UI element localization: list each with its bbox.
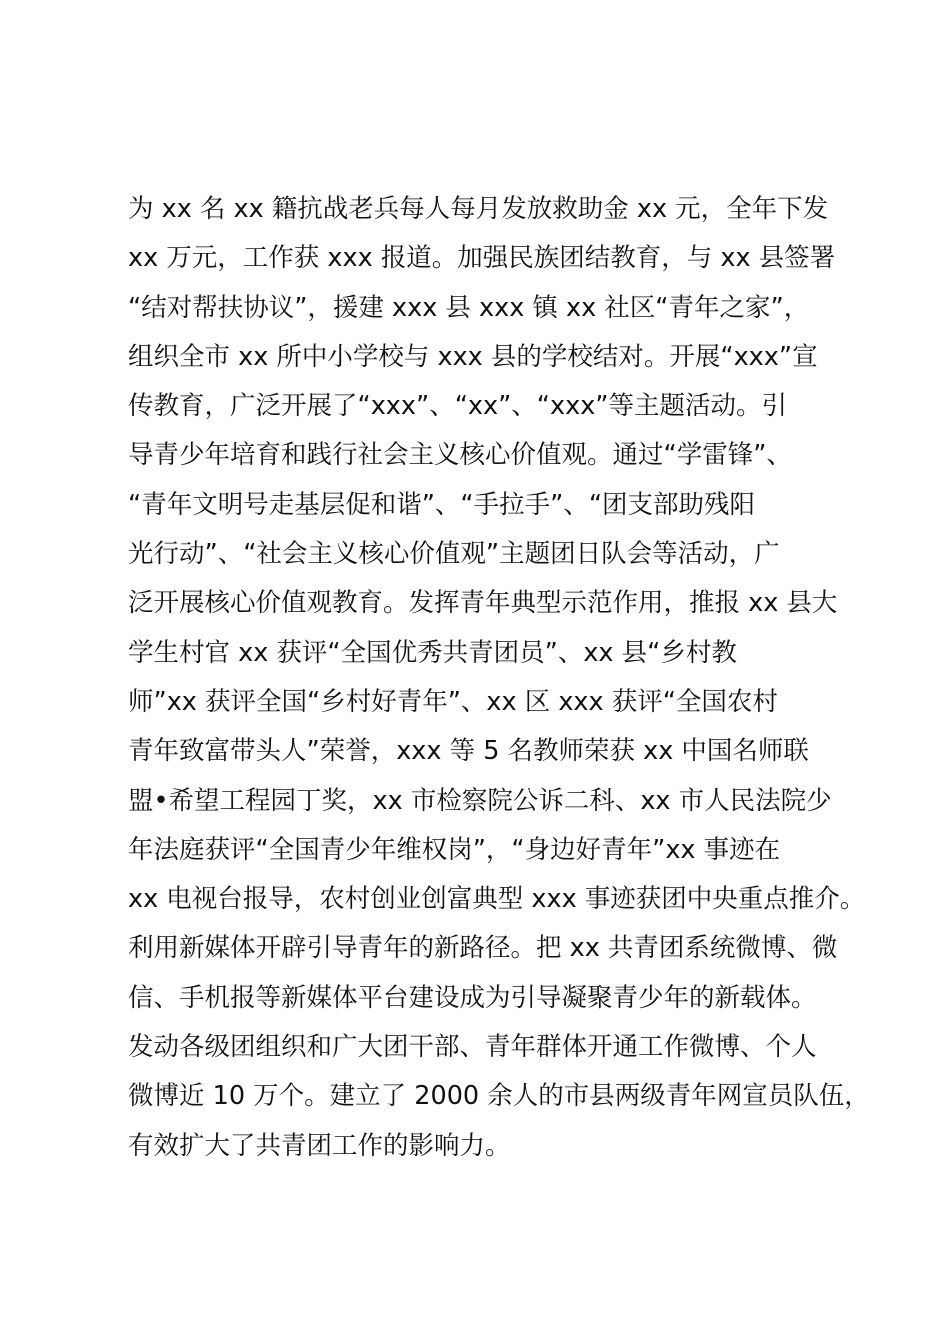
paragraph-line: “青年文明号走基层促和谐”、“手拉手”、“团支部助残阳 <box>128 489 756 520</box>
paragraph-line: 导青少年培育和践行社会主义核心价值观。通过“学雷锋”、 <box>128 440 792 471</box>
body-paragraph <box>128 185 868 1171</box>
paragraph-line: 有效扩大了共青团工作的影响力。 <box>128 1130 511 1161</box>
paragraph-line: 微博近 10 万个。建立了 2000 余人的市县两级青年网宣员队伍， <box>128 1081 870 1112</box>
paragraph-line: 利用新媒体开辟引导青年的新路径。把 xx 共青团系统微博、微 <box>128 933 838 964</box>
paragraph-line: 学生村官 xx 获评“全国优秀共青团员”、xx 县“乡村教 <box>128 637 737 668</box>
paragraph-line: xx 电视台报导，农村创业创富典型 xxx 事迹获团中央重点推介。 <box>128 884 866 915</box>
paragraph-line: 传教育，广泛开展了“xxx”、“xx”、“xxx”等主题活动。引 <box>128 391 787 422</box>
paragraph-line: 盟•希望工程园丁奖，xx 市检察院公诉二科、xx 市人民法院少 <box>128 785 832 816</box>
paragraph-line: 年法庭获评“全国青少年维权岗”，“身边好青年”xx 事迹在 <box>128 834 781 865</box>
paragraph-line: 师”xx 获评全国“乡村好青年”、xx 区 xxx 获评“全国农村 <box>128 686 778 717</box>
paragraph-line: 为 xx 名 xx 籍抗战老兵每人每月发放救助金 xx 元，全年下发 <box>128 194 829 224</box>
paragraph-line: 泛开展核心价值观教育。发挥青年典型示范作用，推报 xx 县大 <box>128 588 838 619</box>
paragraph-line: 组织全市 xx 所中小学校与 xxx 县的学校结对。开展“xxx”宣 <box>128 341 818 372</box>
paragraph-line: 信、手机报等新媒体平台建设成为引导凝聚青少年的新载体。 <box>128 982 817 1013</box>
paragraph-line: 发动各级团组织和广大团干部、青年群体开通工作微博、个人 <box>128 1032 817 1063</box>
paragraph-line: xx 万元，工作获 xxx 报道。加强民族团结教育，与 xx 县签署 <box>128 243 836 274</box>
paragraph-line: “结对帮扶协议”，援建 xxx 县 xxx 镇 xx 社区“青年之家”， <box>128 292 810 323</box>
paragraph-line: 光行动”、“社会主义核心价值观”主题团日队会等活动，广 <box>128 539 780 570</box>
paragraph-line: 青年致富带头人”荣誉，xxx 等 5 名教师荣获 xx 中国名师联 <box>128 736 809 767</box>
